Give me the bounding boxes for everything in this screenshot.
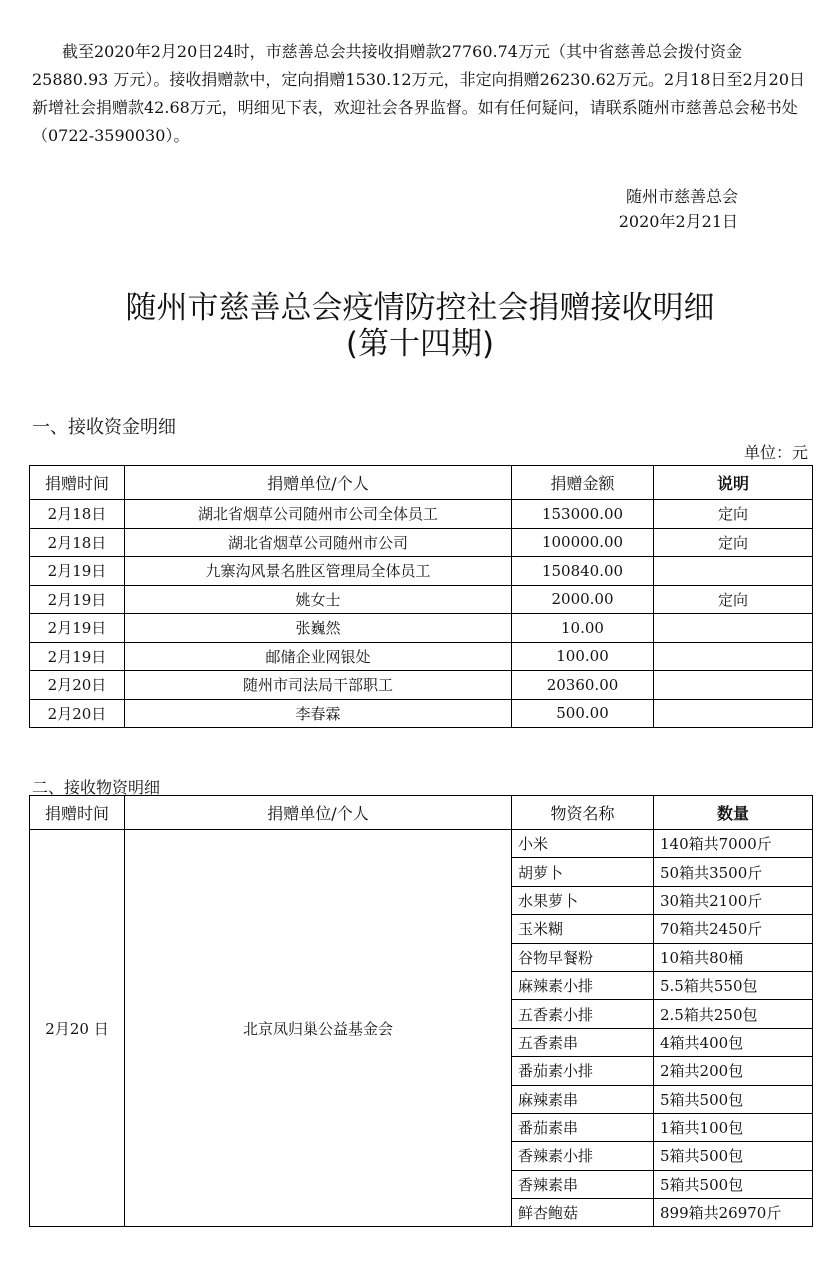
cell-item-qty: 2.5箱共250包	[654, 1000, 813, 1028]
page-title	[0, 290, 840, 362]
cell-item-qty: 5箱共500包	[654, 1170, 813, 1198]
cell-note	[654, 557, 813, 586]
title-line-2: (第十四期)	[345, 326, 495, 362]
cell-date: 2月19日	[30, 614, 125, 643]
cell-note	[654, 671, 813, 700]
goods-date-cell: 2月20 日	[30, 830, 125, 1227]
cell-date: 2月19日	[30, 585, 125, 614]
cell-item-name: 胡萝卜	[512, 858, 654, 886]
cell-donor: 九寨沟风景名胜区管理局全体员工	[125, 557, 512, 586]
cell-item-qty: 5.5箱共550包	[654, 971, 813, 999]
cell-item-qty: 50箱共3500斤	[654, 858, 813, 886]
cell-date: 2月18日	[30, 500, 125, 529]
cell-item-name: 谷物早餐粉	[512, 943, 654, 971]
table-row	[30, 528, 813, 557]
cell-amount: 100.00	[512, 642, 654, 671]
cell-item-qty: 10箱共80桶	[654, 943, 813, 971]
goods-header-qty: 数量	[654, 796, 813, 830]
cell-item-name: 麻辣素串	[512, 1085, 654, 1113]
cell-donor: 湖北省烟草公司随州市公司	[125, 528, 512, 557]
cell-amount: 20360.00	[512, 671, 654, 700]
cell-note	[654, 614, 813, 643]
cell-item-name: 香辣素小排	[512, 1142, 654, 1170]
signature-date: 2020年2月21日	[618, 212, 738, 231]
cell-amount: 100000.00	[512, 528, 654, 557]
table-row	[30, 557, 813, 586]
intro-paragraph: 截至2020年2月20日24时，市慈善总会共接收捐赠款27760.74万元（其中省慈善总会拨付资金25880.93 万元）。接收捐赠款中，定向捐赠1530.12万元，非定向捐赠26230.62万元。2月18日至2月20日新增社会捐赠款42.68万元，明细见下表，欢迎社会各界监督。如有任何疑问，请联系随州市慈善总会秘书处（0722-3590030）。	[32, 42, 806, 145]
cell-item-name: 番茄素串	[512, 1113, 654, 1141]
goods-header-item: 物资名称	[512, 796, 654, 830]
cell-amount: 153000.00	[512, 500, 654, 529]
cell-item-qty: 5箱共500包	[654, 1085, 813, 1113]
cell-date: 2月20日	[30, 671, 125, 700]
goods-section-heading: 二、接收物资明细	[32, 778, 161, 797]
goods-table	[29, 795, 813, 1227]
goods-header-date: 捐赠时间	[30, 796, 125, 830]
cell-date: 2月19日	[30, 642, 125, 671]
cell-item-name: 香辣素串	[512, 1170, 654, 1198]
cell-note: 定向	[654, 528, 813, 557]
cell-note	[654, 642, 813, 671]
cell-donor: 姚女士	[125, 585, 512, 614]
goods-header-donor: 捐赠单位/个人	[125, 796, 512, 830]
col-header-amount: 捐赠金额	[512, 466, 654, 500]
cell-item-name: 小米	[512, 830, 654, 858]
table-row	[30, 830, 813, 858]
cell-item-name: 玉米糊	[512, 915, 654, 943]
cell-donor: 张巍然	[125, 614, 512, 643]
cell-item-name: 鲜杏鲍菇	[512, 1199, 654, 1227]
cell-donor: 湖北省烟草公司随州市公司全体员工	[125, 500, 512, 529]
cell-item-qty: 30箱共2100斤	[654, 886, 813, 914]
cell-item-name: 五香素串	[512, 1028, 654, 1056]
cell-item-name: 水果萝卜	[512, 886, 654, 914]
goods-donor-cell: 北京凤归巢公益基金会	[125, 830, 512, 1227]
col-header-note: 说明	[654, 466, 813, 500]
cell-donor: 随州市司法局干部职工	[125, 671, 512, 700]
table-row	[30, 671, 813, 700]
table-row	[30, 500, 813, 529]
money-table-header	[30, 466, 813, 500]
cell-item-qty: 4箱共400包	[654, 1028, 813, 1056]
cell-item-name: 麻辣素小排	[512, 971, 654, 999]
cell-donor: 邮储企业网银处	[125, 642, 512, 671]
goods-table-header	[30, 796, 813, 830]
table-row	[30, 614, 813, 643]
cell-item-qty: 70箱共2450斤	[654, 915, 813, 943]
title-line-1: 随州市慈善总会疫情防控社会捐赠接收明细	[125, 290, 715, 326]
cell-amount: 10.00	[512, 614, 654, 643]
cell-item-name: 番茄素小排	[512, 1057, 654, 1085]
cell-donor: 李春霖	[125, 699, 512, 728]
cell-item-qty: 5箱共500包	[654, 1142, 813, 1170]
cell-amount: 150840.00	[512, 557, 654, 586]
cell-item-qty: 140箱共7000斤	[654, 830, 813, 858]
unit-label: 单位：元	[743, 443, 808, 462]
table-row	[30, 642, 813, 671]
cell-item-qty: 2箱共200包	[654, 1057, 813, 1085]
col-header-donor: 捐赠单位/个人	[125, 466, 512, 500]
cell-date: 2月18日	[30, 528, 125, 557]
cell-item-name: 五香素小排	[512, 1000, 654, 1028]
cell-date: 2月20日	[30, 699, 125, 728]
cell-note: 定向	[654, 500, 813, 529]
table-row	[30, 699, 813, 728]
cell-amount: 500.00	[512, 699, 654, 728]
money-section-heading: 一、接收资金明细	[32, 417, 176, 438]
money-table	[29, 465, 813, 728]
signature-org: 随州市慈善总会	[625, 187, 738, 206]
cell-item-qty: 1箱共100包	[654, 1113, 813, 1141]
cell-note: 定向	[654, 585, 813, 614]
col-header-date: 捐赠时间	[30, 466, 125, 500]
signature-block	[619, 184, 738, 234]
table-row	[30, 585, 813, 614]
cell-note	[654, 699, 813, 728]
cell-date: 2月19日	[30, 557, 125, 586]
cell-item-qty: 899箱共26970斤	[654, 1199, 813, 1227]
cell-amount: 2000.00	[512, 585, 654, 614]
